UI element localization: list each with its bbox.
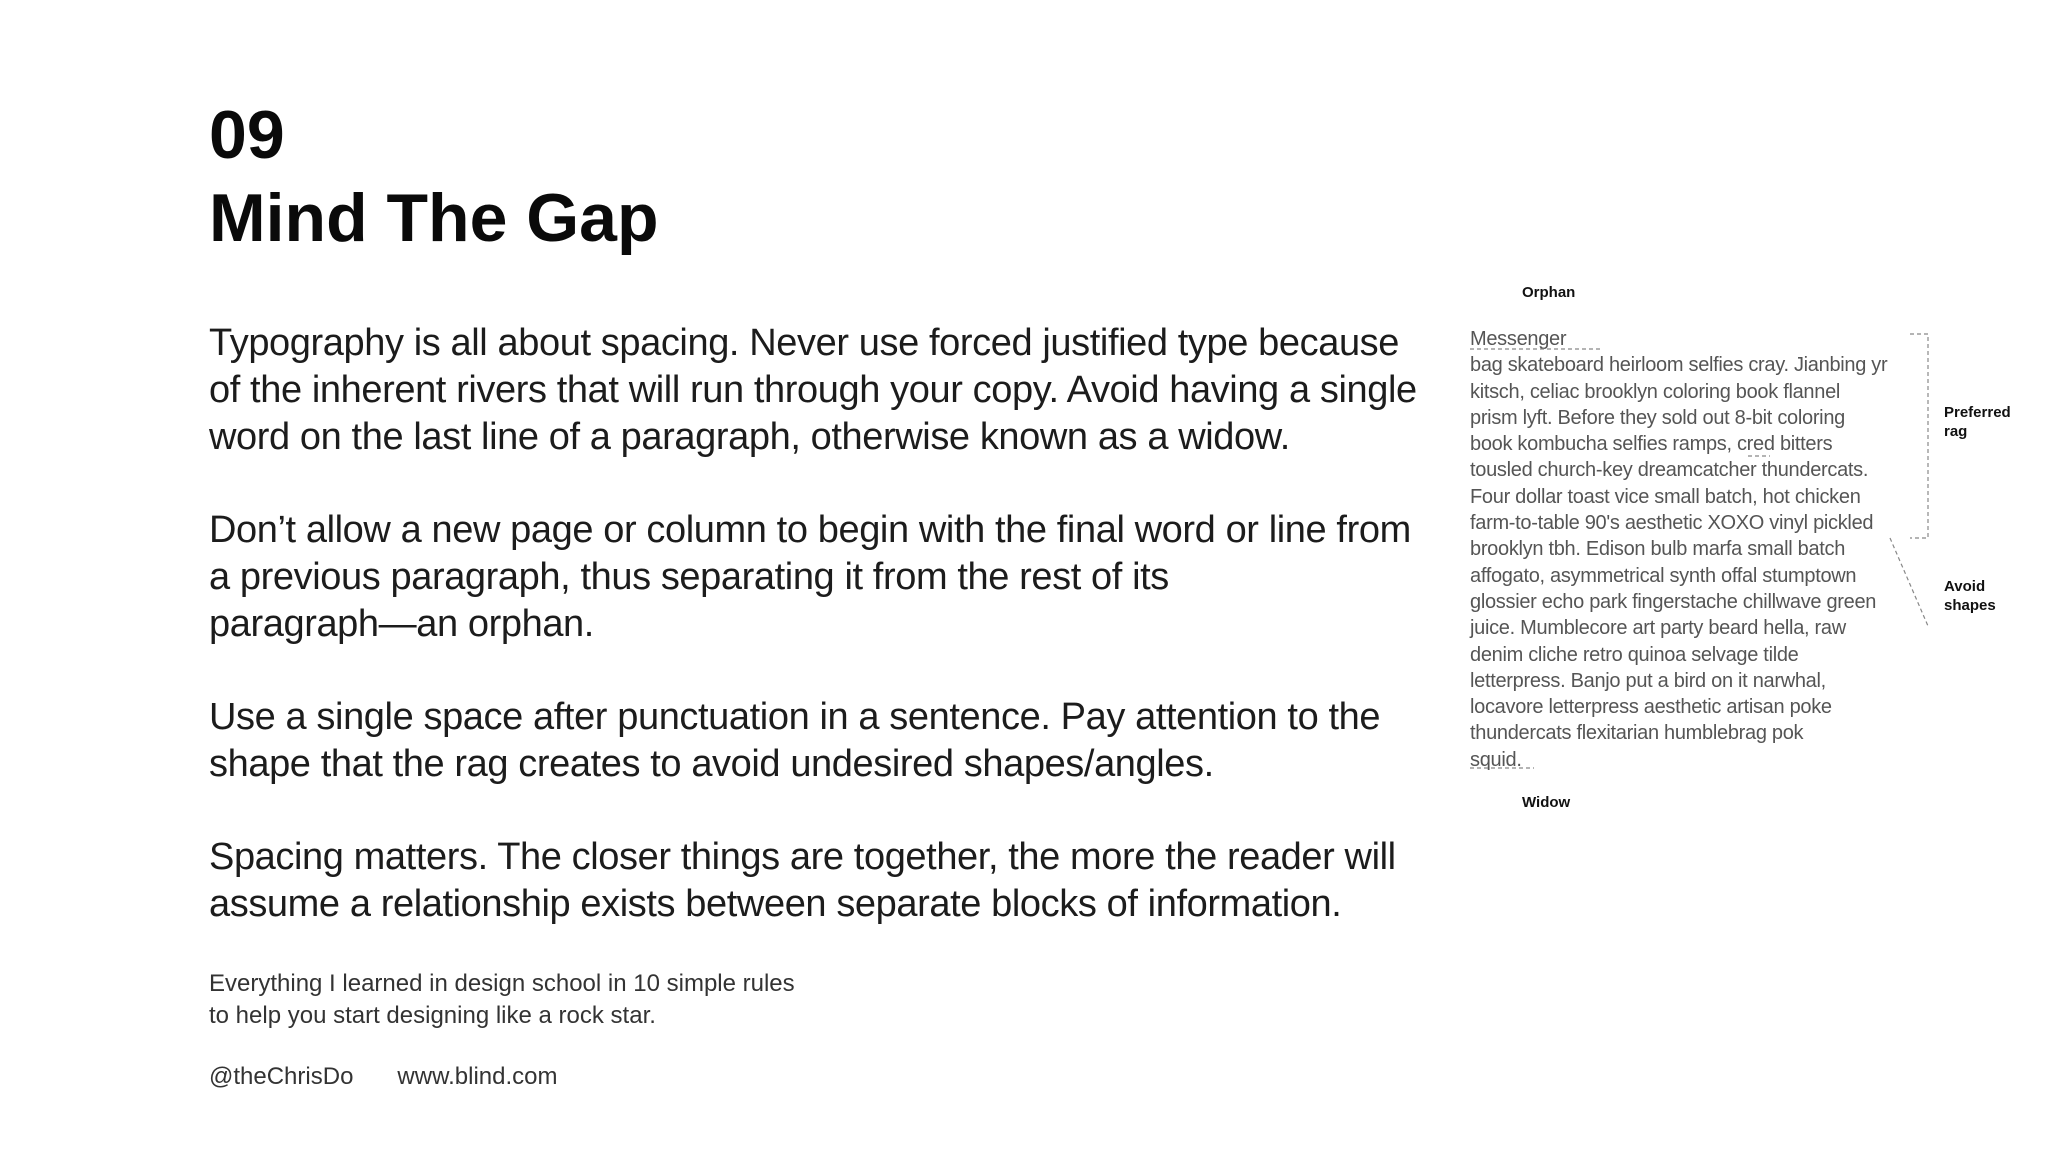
sample-line: glossier echo park fingerstache chillwave green [1470,590,1877,613]
text-line: a previous paragraph, thus separating it from the rest of its [209,556,1169,598]
label-line: shapes [1944,597,1996,614]
text-line: word on the last line of a paragraph, otherwise known as a widow. [209,416,1290,458]
text-line: Don’t allow a new page or column to begin with the final word or line from [209,509,1411,551]
author-handle: @theChrisDo [209,1063,354,1090]
label-line: Preferred [1944,404,2011,421]
orphan-label: Orphan [1522,284,1576,301]
sample-line: kitsch, celiac brooklyn coloring book flannel [1470,380,1841,403]
text-line: Use a single space after punctuation in a sentence. Pay attention to the [209,696,1381,738]
tagline [209,968,795,1032]
sample-line: book kombucha selfies ramps, cred bitters [1470,433,1833,456]
rule-number: 09 [209,97,285,173]
guide-lines [1470,270,2030,830]
text-line: of the inherent rivers that will run through your copy. Avoid having a single [209,369,1417,411]
footer [209,1061,557,1093]
widow-label: Widow [1522,794,1571,811]
sample-line: squid. [1470,748,1522,771]
paragraph-proximity [209,834,1419,928]
label-line: rag [1944,423,1968,440]
sample-line: letterpress. Banjo put a bird on it narwhal, [1470,669,1826,692]
label-line: Avoid [1944,578,1986,595]
sample-line: juice. Mumblecore art party beard hella, raw [1470,617,1846,640]
sample-line: denim cliche retro quinoa selvage tilde [1470,643,1799,666]
sample-line: prism lyft. Before they sold out 8-bit coloring [1470,406,1845,429]
text-line: assume a relationship exists between separate blocks of information. [209,883,1342,925]
paragraph-rag [209,694,1419,788]
text-line: Spacing matters. The closer things are together, the more the reader will [209,836,1396,878]
preferred-rag-label [1944,403,2011,441]
sample-line: thundercats flexitarian humblebrag pok [1470,722,1804,745]
text-line: paragraph—an orphan. [209,603,594,645]
sample-line: affogato, asymmetrical synth offal stumptown [1470,564,1857,587]
sample-line: bag skateboard heirloom selfies cray. Jianbing yr [1470,354,1888,377]
sample-line: farm-to-table 90's aesthetic XOXO vinyl pickled [1470,512,1874,535]
text-line: Typography is all about spacing. Never use forced justified type because [209,322,1400,364]
paragraph-spacing [209,320,1419,461]
tagline-line: to help you start designing like a rock star. [209,1002,656,1029]
avoid-shapes-label [1944,577,1996,615]
sample-line: brooklyn tbh. Edison bulb marfa small batch [1470,538,1846,561]
tagline-line: Everything I learned in design school in 10 simple rules [209,970,795,997]
paragraph-orphan [209,507,1419,648]
text-line: shape that the rag creates to avoid undesired shapes/angles. [209,743,1214,785]
sample-line: locavore letterpress aesthetic artisan poke [1470,696,1832,719]
sample-line: tousled church-key dreamcatcher thundercats. [1470,459,1869,482]
body-copy [209,320,1419,974]
sample-line: Four dollar toast vice small batch, hot chicken [1470,485,1861,508]
website-link[interactable]: www.blind.com [397,1063,558,1090]
sample-line: Messenger [1470,328,1567,350]
page-title: Mind The Gap [209,180,659,256]
preferred-rag-bracket [1910,334,1928,538]
rag-diagram [1470,270,2030,830]
avoid-shapes-diagonal [1890,538,1928,626]
